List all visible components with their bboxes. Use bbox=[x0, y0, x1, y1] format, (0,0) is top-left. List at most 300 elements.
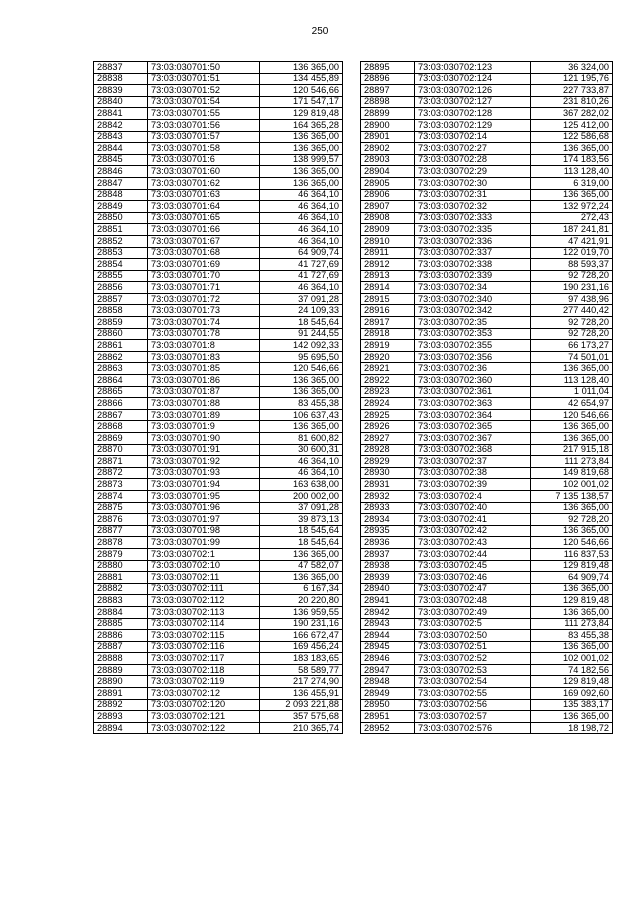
cadastral-value: 18 198,72 bbox=[531, 722, 613, 734]
cadastral-number: 73:03:030702:118 bbox=[148, 664, 260, 676]
table-row bbox=[361, 340, 613, 352]
row-number: 28946 bbox=[361, 653, 415, 665]
table-row bbox=[94, 85, 343, 97]
cadastral-value: 164 365,28 bbox=[260, 119, 343, 131]
cadastral-number: 73:03:030702:4 bbox=[415, 490, 531, 502]
cadastral-number: 73:03:030701:66 bbox=[148, 224, 260, 236]
cadastral-number: 73:03:030702:111 bbox=[148, 583, 260, 595]
row-number: 28837 bbox=[94, 62, 148, 74]
cadastral-number: 73:03:030701:52 bbox=[148, 85, 260, 97]
cadastral-number: 73:03:030702:123 bbox=[415, 62, 531, 74]
cadastral-number: 73:03:030702:126 bbox=[415, 85, 531, 97]
table-row bbox=[94, 375, 343, 387]
table-row bbox=[94, 433, 343, 445]
row-number: 28899 bbox=[361, 108, 415, 120]
row-number: 28877 bbox=[94, 525, 148, 537]
cadastral-value: 231 810,26 bbox=[531, 96, 613, 108]
row-number: 28928 bbox=[361, 444, 415, 456]
table-row bbox=[94, 96, 343, 108]
cadastral-value: 64 909,74 bbox=[260, 247, 343, 259]
table-row bbox=[361, 119, 613, 131]
table-row bbox=[361, 398, 613, 410]
row-number: 28927 bbox=[361, 433, 415, 445]
cadastral-number: 73:03:030702:50 bbox=[415, 630, 531, 642]
table-row bbox=[94, 653, 343, 665]
cadastral-number: 73:03:030702:57 bbox=[415, 711, 531, 723]
cadastral-value: 136 365,00 bbox=[531, 583, 613, 595]
cadastral-value: 18 545,64 bbox=[260, 537, 343, 549]
cadastral-number: 73:03:030701:73 bbox=[148, 305, 260, 317]
row-number: 28947 bbox=[361, 664, 415, 676]
row-number: 28913 bbox=[361, 270, 415, 282]
row-number: 28944 bbox=[361, 630, 415, 642]
cadastral-number: 73:03:030702:361 bbox=[415, 386, 531, 398]
table-row bbox=[361, 653, 613, 665]
row-number: 28839 bbox=[94, 85, 148, 97]
cadastral-number: 73:03:030702:40 bbox=[415, 502, 531, 514]
cadastral-number: 73:03:030702:1 bbox=[148, 548, 260, 560]
cadastral-number: 73:03:030702:128 bbox=[415, 108, 531, 120]
row-number: 28879 bbox=[94, 548, 148, 560]
row-number: 28843 bbox=[94, 131, 148, 143]
cadastral-number: 73:03:030702:51 bbox=[415, 641, 531, 653]
table-row bbox=[361, 235, 613, 247]
table-row bbox=[361, 351, 613, 363]
row-number: 28842 bbox=[94, 119, 148, 131]
row-number: 28951 bbox=[361, 711, 415, 723]
table-row bbox=[361, 259, 613, 271]
cadastral-value: 142 092,33 bbox=[260, 340, 343, 352]
cadastral-value: 42 654,97 bbox=[531, 398, 613, 410]
cadastral-value: 120 546,66 bbox=[531, 409, 613, 421]
cadastral-number: 73:03:030702:337 bbox=[415, 247, 531, 259]
cadastral-number: 73:03:030702:31 bbox=[415, 189, 531, 201]
cadastral-value: 136 365,00 bbox=[260, 386, 343, 398]
table-row bbox=[94, 548, 343, 560]
cadastral-value: 129 819,48 bbox=[531, 676, 613, 688]
row-number: 28907 bbox=[361, 201, 415, 213]
cadastral-number: 73:03:030702:39 bbox=[415, 479, 531, 491]
cadastral-number: 73:03:030702:46 bbox=[415, 572, 531, 584]
row-number: 28903 bbox=[361, 154, 415, 166]
cadastral-number: 73:03:030701:72 bbox=[148, 293, 260, 305]
cadastral-value: 136 365,00 bbox=[260, 62, 343, 74]
row-number: 28870 bbox=[94, 444, 148, 456]
cadastral-number: 73:03:030701:74 bbox=[148, 317, 260, 329]
table-row bbox=[94, 270, 343, 282]
cadastral-number: 73:03:030702:44 bbox=[415, 548, 531, 560]
cadastral-number: 73:03:030701:97 bbox=[148, 514, 260, 526]
table-row bbox=[361, 514, 613, 526]
row-number: 28887 bbox=[94, 641, 148, 653]
cadastral-number: 73:03:030702:55 bbox=[415, 688, 531, 700]
cadastral-number: 73:03:030702:28 bbox=[415, 154, 531, 166]
row-number: 28893 bbox=[94, 711, 148, 723]
row-number: 28868 bbox=[94, 421, 148, 433]
cadastral-value: 81 600,82 bbox=[260, 433, 343, 445]
cadastral-value-table-right bbox=[360, 61, 613, 734]
cadastral-number: 73:03:030701:62 bbox=[148, 177, 260, 189]
cadastral-value: 111 273,84 bbox=[531, 456, 613, 468]
cadastral-value: 7 135 138,57 bbox=[531, 490, 613, 502]
table-row bbox=[94, 572, 343, 584]
table-row bbox=[94, 305, 343, 317]
cadastral-number: 73:03:030701:54 bbox=[148, 96, 260, 108]
cadastral-value: 83 455,38 bbox=[260, 398, 343, 410]
table-row bbox=[361, 293, 613, 305]
row-number: 28901 bbox=[361, 131, 415, 143]
cadastral-value: 272,43 bbox=[531, 212, 613, 224]
cadastral-value: 136 365,00 bbox=[531, 502, 613, 514]
cadastral-number: 73:03:030702:27 bbox=[415, 143, 531, 155]
row-number: 28932 bbox=[361, 490, 415, 502]
cadastral-number: 73:03:030702:115 bbox=[148, 630, 260, 642]
table-row bbox=[361, 212, 613, 224]
cadastral-number: 73:03:030701:65 bbox=[148, 212, 260, 224]
row-number: 28933 bbox=[361, 502, 415, 514]
table-row bbox=[94, 618, 343, 630]
cadastral-number: 73:03:030702:129 bbox=[415, 119, 531, 131]
table-row bbox=[94, 62, 343, 74]
table-row bbox=[361, 166, 613, 178]
cadastral-value: 6 167,34 bbox=[260, 583, 343, 595]
cadastral-number: 73:03:030701:63 bbox=[148, 189, 260, 201]
cadastral-value: 210 365,74 bbox=[260, 722, 343, 734]
table-row bbox=[94, 525, 343, 537]
row-number: 28923 bbox=[361, 386, 415, 398]
row-number: 28852 bbox=[94, 235, 148, 247]
cadastral-number: 73:03:030701:67 bbox=[148, 235, 260, 247]
row-number: 28949 bbox=[361, 688, 415, 700]
table-row bbox=[361, 630, 613, 642]
table-row bbox=[94, 456, 343, 468]
row-number: 28856 bbox=[94, 282, 148, 294]
table-row bbox=[94, 421, 343, 433]
table-row bbox=[94, 664, 343, 676]
row-number: 28929 bbox=[361, 456, 415, 468]
cadastral-number: 73:03:030701:58 bbox=[148, 143, 260, 155]
cadastral-value: 227 733,87 bbox=[531, 85, 613, 97]
table-row bbox=[94, 490, 343, 502]
row-number: 28851 bbox=[94, 224, 148, 236]
row-number: 28902 bbox=[361, 143, 415, 155]
table-row bbox=[94, 259, 343, 271]
cadastral-number: 73:03:030702:47 bbox=[415, 583, 531, 595]
row-number: 28918 bbox=[361, 328, 415, 340]
row-number: 28915 bbox=[361, 293, 415, 305]
table-row bbox=[361, 572, 613, 584]
cadastral-value: 135 383,17 bbox=[531, 699, 613, 711]
table-row bbox=[361, 421, 613, 433]
cadastral-number: 73:03:030702:42 bbox=[415, 525, 531, 537]
table-row bbox=[94, 722, 343, 734]
row-number: 28882 bbox=[94, 583, 148, 595]
row-number: 28862 bbox=[94, 351, 148, 363]
table-row bbox=[361, 595, 613, 607]
cadastral-number: 73:03:030702:335 bbox=[415, 224, 531, 236]
page-number: 250 bbox=[311, 26, 329, 37]
table-row bbox=[361, 490, 613, 502]
table-row bbox=[361, 444, 613, 456]
cadastral-value: 102 001,02 bbox=[531, 653, 613, 665]
table-row bbox=[94, 119, 343, 131]
cadastral-number: 73:03:030702:112 bbox=[148, 595, 260, 607]
cadastral-value: 190 231,16 bbox=[260, 618, 343, 630]
row-number: 28924 bbox=[361, 398, 415, 410]
cadastral-value: 136 365,00 bbox=[531, 711, 613, 723]
cadastral-value: 74 182,56 bbox=[531, 664, 613, 676]
cadastral-value: 136 365,00 bbox=[531, 189, 613, 201]
cadastral-number: 73:03:030701:98 bbox=[148, 525, 260, 537]
row-number: 28853 bbox=[94, 247, 148, 259]
cadastral-value: 18 545,64 bbox=[260, 317, 343, 329]
cadastral-number: 73:03:030702:333 bbox=[415, 212, 531, 224]
row-number: 28952 bbox=[361, 722, 415, 734]
cadastral-number: 73:03:030701:6 bbox=[148, 154, 260, 166]
table-row bbox=[361, 201, 613, 213]
cadastral-number: 73:03:030701:8 bbox=[148, 340, 260, 352]
cadastral-value: 200 002,00 bbox=[260, 490, 343, 502]
cadastral-number: 73:03:030702:367 bbox=[415, 433, 531, 445]
cadastral-number: 73:03:030701:89 bbox=[148, 409, 260, 421]
cadastral-value: 136 365,00 bbox=[260, 131, 343, 143]
table-row bbox=[94, 560, 343, 572]
cadastral-number: 73:03:030702:30 bbox=[415, 177, 531, 189]
row-number: 28872 bbox=[94, 467, 148, 479]
cadastral-number: 73:03:030701:51 bbox=[148, 73, 260, 85]
cadastral-value: 136 365,00 bbox=[260, 375, 343, 387]
cadastral-value: 6 319,00 bbox=[531, 177, 613, 189]
row-number: 28935 bbox=[361, 525, 415, 537]
cadastral-number: 73:03:030702:10 bbox=[148, 560, 260, 572]
table-row bbox=[361, 722, 613, 734]
row-number: 28926 bbox=[361, 421, 415, 433]
cadastral-number: 73:03:030702:37 bbox=[415, 456, 531, 468]
row-number: 28898 bbox=[361, 96, 415, 108]
cadastral-number: 73:03:030702:113 bbox=[148, 606, 260, 618]
row-number: 28878 bbox=[94, 537, 148, 549]
cadastral-value: 217 274,90 bbox=[260, 676, 343, 688]
row-number: 28848 bbox=[94, 189, 148, 201]
row-number: 28909 bbox=[361, 224, 415, 236]
table-row bbox=[94, 363, 343, 375]
row-number: 28864 bbox=[94, 375, 148, 387]
cadastral-number: 73:03:030701:78 bbox=[148, 328, 260, 340]
cadastral-number: 73:03:030702:12 bbox=[148, 688, 260, 700]
cadastral-number: 73:03:030702:34 bbox=[415, 282, 531, 294]
cadastral-number: 73:03:030701:57 bbox=[148, 131, 260, 143]
cadastral-number: 73:03:030701:69 bbox=[148, 259, 260, 271]
cadastral-value: 367 282,02 bbox=[531, 108, 613, 120]
cadastral-number: 73:03:030702:340 bbox=[415, 293, 531, 305]
cadastral-number: 73:03:030702:114 bbox=[148, 618, 260, 630]
table-row bbox=[94, 235, 343, 247]
table-row bbox=[361, 189, 613, 201]
cadastral-number: 73:03:030701:50 bbox=[148, 62, 260, 74]
cadastral-number: 73:03:030701:90 bbox=[148, 433, 260, 445]
cadastral-value: 95 695,50 bbox=[260, 351, 343, 363]
cadastral-value: 136 365,00 bbox=[531, 421, 613, 433]
table-row bbox=[361, 699, 613, 711]
table-row bbox=[94, 212, 343, 224]
cadastral-number: 73:03:030701:96 bbox=[148, 502, 260, 514]
row-number: 28931 bbox=[361, 479, 415, 491]
table-row bbox=[361, 433, 613, 445]
cadastral-number: 73:03:030702:127 bbox=[415, 96, 531, 108]
cadastral-value: 136 365,00 bbox=[260, 421, 343, 433]
table-row bbox=[94, 595, 343, 607]
cadastral-number: 73:03:030702:54 bbox=[415, 676, 531, 688]
cadastral-value: 113 128,40 bbox=[531, 166, 613, 178]
cadastral-number: 73:03:030702:339 bbox=[415, 270, 531, 282]
table-row bbox=[94, 467, 343, 479]
cadastral-value: 121 195,76 bbox=[531, 73, 613, 85]
cadastral-number: 73:03:030702:353 bbox=[415, 328, 531, 340]
table-row bbox=[361, 143, 613, 155]
table-row bbox=[361, 583, 613, 595]
cadastral-value: 92 728,20 bbox=[531, 317, 613, 329]
cadastral-value: 136 365,00 bbox=[260, 548, 343, 560]
cadastral-value: 116 837,53 bbox=[531, 548, 613, 560]
cadastral-value: 83 455,38 bbox=[531, 630, 613, 642]
cadastral-number: 73:03:030702:116 bbox=[148, 641, 260, 653]
row-number: 28921 bbox=[361, 363, 415, 375]
row-number: 28904 bbox=[361, 166, 415, 178]
cadastral-value: 171 547,17 bbox=[260, 96, 343, 108]
cadastral-value: 169 092,60 bbox=[531, 688, 613, 700]
table-row bbox=[361, 606, 613, 618]
cadastral-number: 73:03:030702:338 bbox=[415, 259, 531, 271]
cadastral-value: 102 001,02 bbox=[531, 479, 613, 491]
cadastral-number: 73:03:030701:92 bbox=[148, 456, 260, 468]
row-number: 28849 bbox=[94, 201, 148, 213]
cadastral-value: 47 582,07 bbox=[260, 560, 343, 572]
cadastral-number: 73:03:030701:87 bbox=[148, 386, 260, 398]
table-row bbox=[361, 618, 613, 630]
row-number: 28884 bbox=[94, 606, 148, 618]
cadastral-value: 92 728,20 bbox=[531, 514, 613, 526]
cadastral-value: 174 183,56 bbox=[531, 154, 613, 166]
cadastral-value: 187 241,81 bbox=[531, 224, 613, 236]
row-number: 28900 bbox=[361, 119, 415, 131]
row-number: 28890 bbox=[94, 676, 148, 688]
table-row bbox=[94, 514, 343, 526]
cadastral-value: 47 421,91 bbox=[531, 235, 613, 247]
table-row bbox=[94, 201, 343, 213]
cadastral-value: 64 909,74 bbox=[531, 572, 613, 584]
cadastral-number: 73:03:030702:43 bbox=[415, 537, 531, 549]
cadastral-number: 73:03:030702:356 bbox=[415, 351, 531, 363]
cadastral-value: 20 220,80 bbox=[260, 595, 343, 607]
cadastral-number: 73:03:030702:48 bbox=[415, 595, 531, 607]
cadastral-number: 73:03:030702:29 bbox=[415, 166, 531, 178]
cadastral-number: 73:03:030702:36 bbox=[415, 363, 531, 375]
cadastral-value: 1 011,04 bbox=[531, 386, 613, 398]
cadastral-value: 136 959,55 bbox=[260, 606, 343, 618]
cadastral-number: 73:03:030702:14 bbox=[415, 131, 531, 143]
table-row bbox=[361, 305, 613, 317]
table-row bbox=[361, 328, 613, 340]
row-number: 28916 bbox=[361, 305, 415, 317]
table-row bbox=[94, 537, 343, 549]
row-number: 28876 bbox=[94, 514, 148, 526]
table-row bbox=[94, 688, 343, 700]
table-row bbox=[361, 270, 613, 282]
row-number: 28855 bbox=[94, 270, 148, 282]
row-number: 28867 bbox=[94, 409, 148, 421]
row-number: 28920 bbox=[361, 351, 415, 363]
cadastral-value: 66 173,27 bbox=[531, 340, 613, 352]
row-number: 28895 bbox=[361, 62, 415, 74]
row-number: 28861 bbox=[94, 340, 148, 352]
row-number: 28886 bbox=[94, 630, 148, 642]
cadastral-number: 73:03:030702:124 bbox=[415, 73, 531, 85]
table-row bbox=[94, 479, 343, 491]
table-row bbox=[361, 711, 613, 723]
row-number: 28840 bbox=[94, 96, 148, 108]
cadastral-value: 136 365,00 bbox=[531, 143, 613, 155]
table-row bbox=[361, 688, 613, 700]
row-number: 28936 bbox=[361, 537, 415, 549]
table-row bbox=[94, 328, 343, 340]
cadastral-value: 18 545,64 bbox=[260, 525, 343, 537]
cadastral-number: 73:03:030701:88 bbox=[148, 398, 260, 410]
cadastral-value: 134 455,89 bbox=[260, 73, 343, 85]
table-row bbox=[361, 177, 613, 189]
cadastral-value: 129 819,48 bbox=[260, 108, 343, 120]
table-row bbox=[361, 537, 613, 549]
row-number: 28896 bbox=[361, 73, 415, 85]
table-row bbox=[361, 548, 613, 560]
table-row bbox=[94, 711, 343, 723]
row-number: 28845 bbox=[94, 154, 148, 166]
cadastral-number: 73:03:030701:91 bbox=[148, 444, 260, 456]
cadastral-value: 166 672,47 bbox=[260, 630, 343, 642]
table-row bbox=[94, 606, 343, 618]
cadastral-value: 136 365,00 bbox=[531, 641, 613, 653]
table-row bbox=[94, 409, 343, 421]
table-row bbox=[361, 409, 613, 421]
cadastral-value: 88 593,37 bbox=[531, 259, 613, 271]
row-number: 28847 bbox=[94, 177, 148, 189]
cadastral-value: 41 727,69 bbox=[260, 259, 343, 271]
cadastral-value: 136 365,00 bbox=[260, 572, 343, 584]
table-row bbox=[361, 96, 613, 108]
cadastral-value: 149 819,68 bbox=[531, 467, 613, 479]
table-row bbox=[361, 73, 613, 85]
cadastral-value: 92 728,20 bbox=[531, 328, 613, 340]
table-row bbox=[94, 444, 343, 456]
cadastral-value: 46 364,10 bbox=[260, 201, 343, 213]
cadastral-value: 129 819,48 bbox=[531, 595, 613, 607]
row-number: 28905 bbox=[361, 177, 415, 189]
cadastral-value: 58 589,77 bbox=[260, 664, 343, 676]
cadastral-value: 46 364,10 bbox=[260, 467, 343, 479]
cadastral-number: 73:03:030701:71 bbox=[148, 282, 260, 294]
cadastral-number: 73:03:030702:5 bbox=[415, 618, 531, 630]
cadastral-value: 106 637,43 bbox=[260, 409, 343, 421]
cadastral-value: 46 364,10 bbox=[260, 224, 343, 236]
table-row bbox=[361, 479, 613, 491]
row-number: 28948 bbox=[361, 676, 415, 688]
cadastral-value: 132 972,24 bbox=[531, 201, 613, 213]
cadastral-value: 46 364,10 bbox=[260, 235, 343, 247]
row-number: 28925 bbox=[361, 409, 415, 421]
row-number: 28871 bbox=[94, 456, 148, 468]
row-number: 28914 bbox=[361, 282, 415, 294]
cadastral-value: 136 455,91 bbox=[260, 688, 343, 700]
cadastral-value: 120 546,66 bbox=[260, 363, 343, 375]
